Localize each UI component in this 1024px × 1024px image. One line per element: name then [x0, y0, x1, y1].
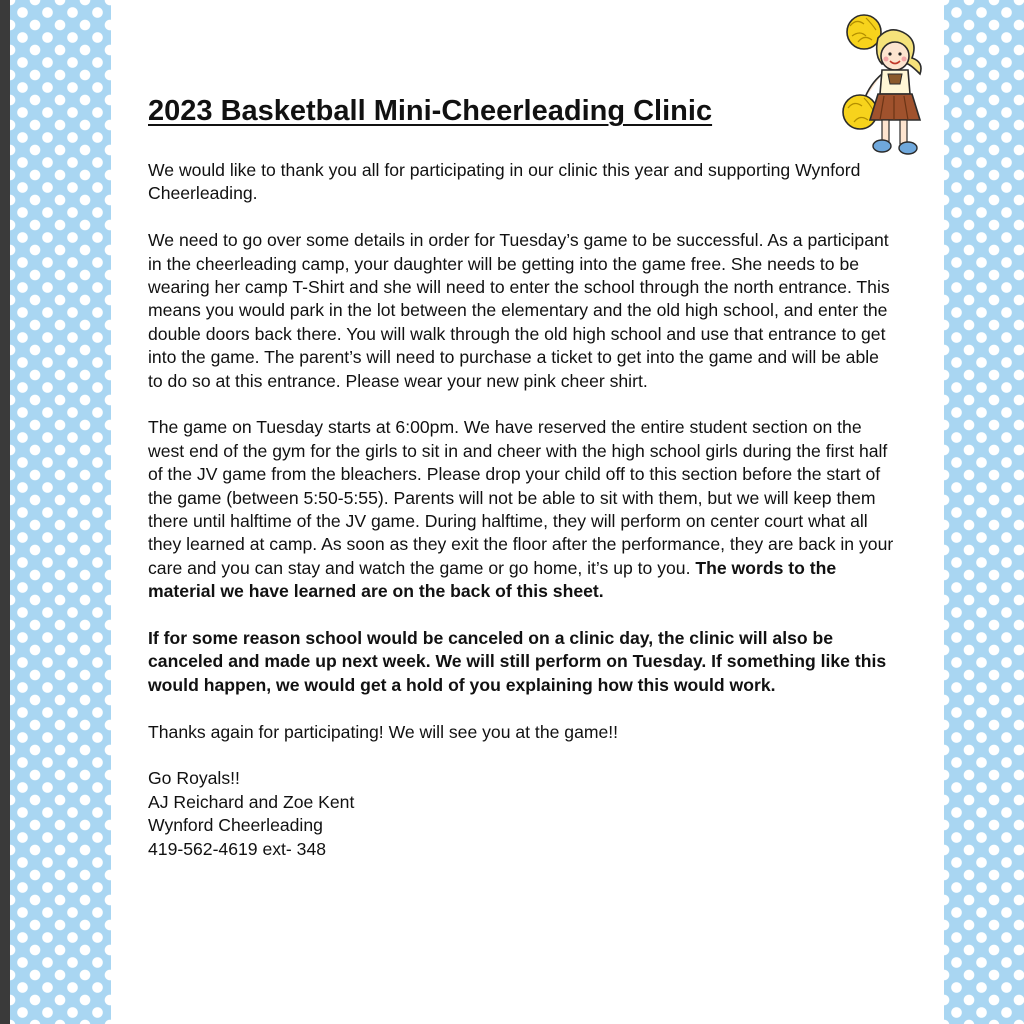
left-edge-strip — [0, 0, 10, 1024]
signature-slogan: Go Royals!! — [148, 768, 240, 789]
signature-names: AJ Reichard and Zoe Kent — [148, 791, 355, 812]
flyer-sheet — [111, 0, 944, 1024]
signature-organization: Wynford Cheerleading — [148, 815, 323, 836]
game-schedule-paragraph — [148, 416, 898, 603]
flyer-body — [148, 159, 898, 885]
signature-phone: 419-562-4619 ext- 348 — [148, 838, 327, 859]
flyer-title: 2023 Basketball Mini-Cheerleading Clinic — [148, 95, 713, 127]
intro-paragraph: We would like to thank you all for participating in our clinic this year and supporting Wynford Cheerleading. — [148, 160, 861, 204]
left-polka-dot-border — [10, 0, 111, 1024]
details-paragraph: We need to go over some details in order for Tuesday’s game to be successful. As a participant in the cheerleading camp, your daughter will be getting into the game free. She needs to be wearing her camp T-Shirt and she will need to enter the school through the north entrance. This means you would park in the lot between the elementary and the old high school, and enter the double doors back there. You will walk through the old high school and use that entrance to get into the game. The parent’s will need to purchase a ticket to get into the game and will be able to do so at this entrance. Please wear your new pink cheer shirt. — [148, 230, 890, 391]
signature-block — [148, 767, 898, 861]
cancellation-paragraph: If for some reason school would be canceled on a clinic day, the clinic will also be canceled and made up next week. We will still perform on Tuesday. If something like this would happen, we would get a hold of you explaining how this would work. — [148, 628, 887, 695]
right-polka-dot-border — [944, 0, 1024, 1024]
top-pompom-icon — [847, 15, 881, 49]
back-of-sheet-note: The words to the material we have learned are on the back of this sheet. — [148, 557, 837, 602]
thanks-paragraph: Thanks again for participating! We will see you at the game!! — [148, 721, 619, 742]
game-schedule-text: The game on Tuesday starts at 6:00pm. We have reserved the entire student section on the west end of the gym for the girls to sit in and cheer with the high school girls during the first half of the JV game from the bleachers. Please drop your child off to this section before the start of the game (between 5:50-5:55). Parents will not be able to sit with them, but we will keep them there until halftime of the JV game. During halftime, they will perform on center court what all they learned at camp. As soon as they exit the floor after the performance, they are back in your care and you can stay and watch the game or go home, it’s up to you. — [148, 417, 894, 578]
cheerleader-clipart-icon — [836, 8, 932, 160]
